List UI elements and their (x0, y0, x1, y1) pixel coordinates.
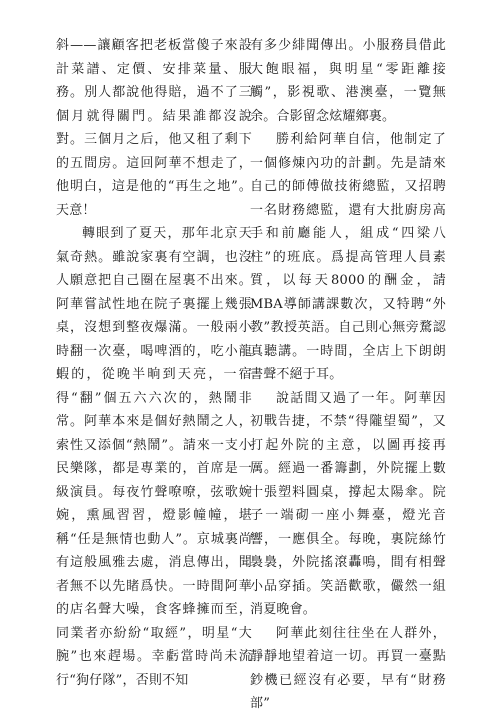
paragraph-continued-right: 有多少緋聞傳出。小服務員借此大飽眼福，與明星“零距離接觸”，影視歌、港澳臺，一覽無余。合影留念炫耀鄉裏。 (250, 38, 446, 124)
paragraph-continued: 斜——讓顧客把老板當傻子來設計菜譜、定價、安排菜量、服務。別人都說他得賠，過不了三個月就得關門。結果誰都沒說對。三個月之后，他又租了剩下的五間房。這回阿華不想走了，他明白，這是他的“再生之地”。天意！ (56, 38, 252, 218)
left-column (56, 34, 252, 692)
right-column (250, 34, 446, 716)
paragraph-outer-yard: 說話間又過了一年。阿華因初戰告捷，不禁“得隴望蜀”，又打起外院的主意，以圖再接再厲。經過一番籌劃，外院擺上數十張塑料圓桌，撐起太陽傘。院子一端砌一座小舞臺，燈光音響，一應俱全。每晚，裏院絲竹裊裊，外院搖滾轟鳴，間有相聲小品穿插。笑語歡歌，儼然一組消夏晚會。 (250, 390, 446, 617)
paragraph-summer: 轉眼到了夏天，那年北京天氣奇熱。雖說家裏有空調，也沒人願意把自己圈在屋裏不出來。阿華嘗試性地在院子裏擺上幾張桌，沒想到整夜爆滿。一般兩小時翻一次臺，喝啤酒的，吃小龍蝦的，從晚半晌到天亮，一宿得“翻”個五六六次的，熱鬧非常。阿華本來是個好熱鬧之人，索性又添個“熱鬧”。請來一支小民樂隊，都是專業的，首席是一級演員。每夜竹聲嘹嘹，弦歌婉婉，熏風習習，燈影幢幢，堪稱“任是無情也動人”。京城裏尚有這般風雅去處，消息傳出，聞者無不以先睹爲快。一時間阿華的店名聲大噪，食客蜂擁而至，同業者亦紛紛“取經”，明星“大腕”也來趕場。幸虧當時尚未流行“狗仔隊”，否則不知 (56, 226, 252, 688)
paragraph-training: 勝利給阿華自信，他制定了一個修煉內功的計劃。先是請來自己的師傅做技術總監，又招聘一名財務總監，還有大批廚房高手和前廳能人，組成“四梁八柱”的班底。爲提高管理人員素質，以每天8000的酬金，請MBA導師講課數次，又特聘“外教”教授英語。自己則心無旁騖認真聽講。一時間，全店上下朗朗書聲不絕于耳。 (250, 132, 446, 382)
paragraph-watching: 阿華此刻往往坐在人群外，靜靜地望着這一切。再買一臺點鈔機已經沒有必要，早有“財務部” (250, 625, 446, 711)
